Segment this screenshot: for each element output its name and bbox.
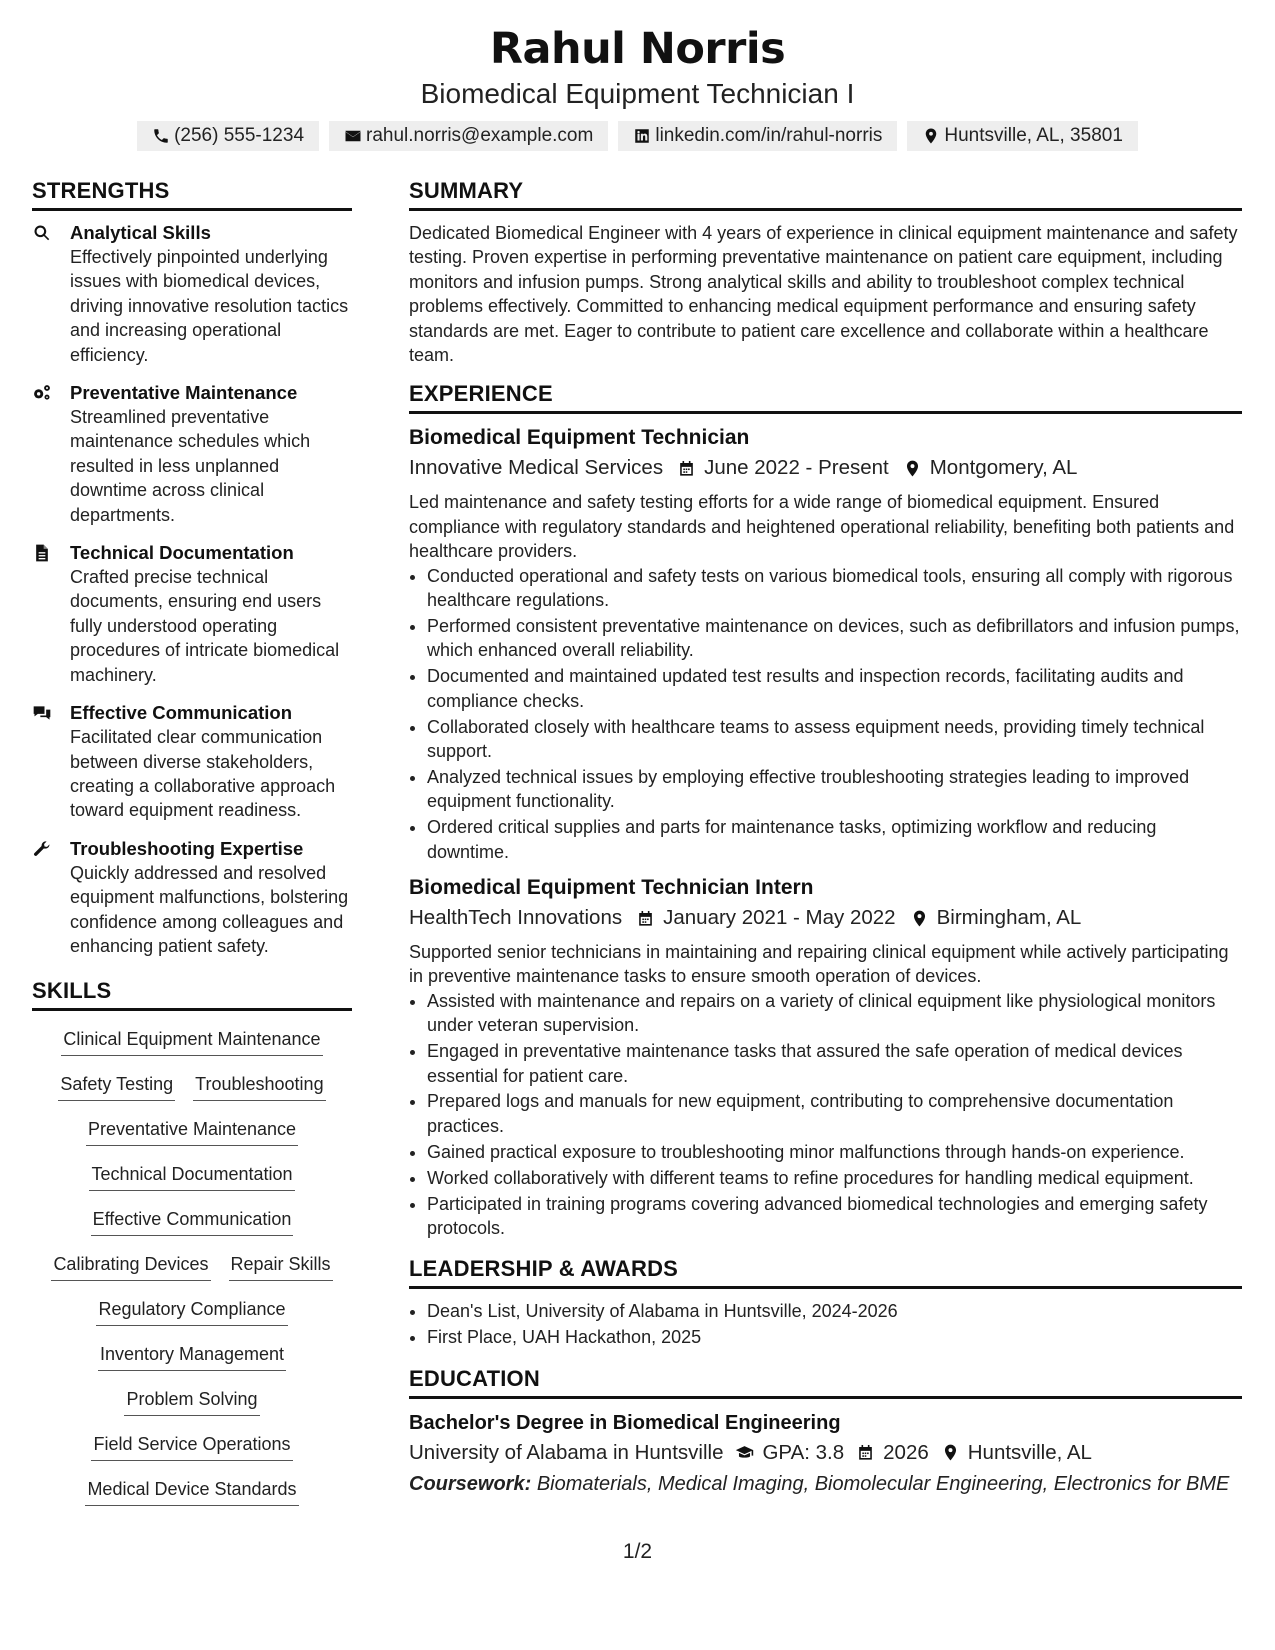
map-pin-icon [903, 459, 922, 478]
skills-list [32, 1021, 352, 1520]
envelope-icon [344, 127, 362, 145]
job-company: HealthTech Innovations [409, 906, 623, 930]
gpa: GPA: 3.8 [762, 1440, 845, 1464]
strength-description: Facilitated clear communication between diverse stakeholders, creating a collaborative approach toward equipment readiness. [70, 727, 336, 821]
calendar-icon [856, 1443, 875, 1462]
resume-header [0, 0, 1275, 151]
comments-icon [32, 703, 52, 723]
strength-description: Quickly addressed and resolved equipment malfunctions, bolstering confidence among colleagues and enhancing patient safety. [70, 862, 349, 956]
skill-tag: Field Service Operations [91, 1430, 292, 1461]
graduation-year: 2026 [883, 1440, 929, 1464]
contact-location [907, 121, 1138, 151]
job-meta [409, 452, 1242, 484]
page-number: 1/2 [622, 1540, 653, 1563]
skill-tag: Troubleshooting [193, 1070, 325, 1101]
education-heading: EDUCATION [409, 1366, 1242, 1399]
education-meta [409, 1437, 1242, 1469]
search-icon [32, 223, 52, 243]
school-location: Huntsville, AL [967, 1440, 1092, 1464]
job-dates: January 2021 - May 2022 [663, 906, 896, 930]
right-column [409, 178, 1242, 1499]
job-title: Biomedical Equipment Technician [409, 426, 750, 450]
coursework-label: Coursework: [409, 1472, 532, 1495]
list-item: • Conducted operational and safety tests on various biomedical tools, ensuring all comply with rigorous healthcare regulations. [427, 564, 1242, 613]
skill-tag: Repair Skills [229, 1250, 333, 1281]
phone-text: (256) 555-1234 [174, 125, 305, 146]
job-location: Montgomery, AL [929, 456, 1078, 480]
skill-tag: Regulatory Compliance [96, 1295, 287, 1326]
contact-email[interactable] [329, 121, 608, 151]
list-item: • Gained practical exposure to troubleshooting minor malfunctions through hands-on experience. [427, 1140, 1242, 1164]
list-item: • Collaborated closely with healthcare teams to assess equipment needs, providing timely technical support. [427, 715, 1242, 764]
candidate-name: Rahul Norris [489, 24, 786, 74]
strength-item [32, 837, 352, 959]
list-item: • Performed consistent preventative maintenance on devices, such as defibrillators and infusion pumps, which enhanced overall reliability. [427, 614, 1242, 663]
job-bullets [409, 564, 1242, 864]
linkedin-text: linkedin.com/in/rahul-norris [655, 125, 883, 146]
strength-description: Effectively pinpointed underlying issues with biomedical devices, driving innovative resolution tactics and increasing operational efficiency. [70, 247, 349, 365]
candidate-headline: Biomedical Equipment Technician I [420, 78, 855, 109]
calendar-icon [636, 909, 655, 928]
job-entry [409, 874, 1242, 1240]
coursework-list: Biomaterials, Medical Imaging, Biomolecular Engineering, Electronics for BME [536, 1472, 1230, 1495]
strengths-heading: STRENGTHS [32, 178, 352, 211]
list-item: • Analyzed technical issues by employing effective troubleshooting strategies leading to improved equipment functionality. [427, 765, 1242, 814]
list-item: • Prepared logs and manuals for new equipment, contributing to comprehensive documentation practices. [427, 1089, 1242, 1138]
list-item: • Dean's List, University of Alabama in Huntsville, 2024-2026 [427, 1299, 1242, 1323]
strength-description: Crafted precise technical documents, ensuring end users fully understood operating procedures of intricate biomedical machinery. [70, 567, 340, 685]
strengths-list [32, 221, 352, 958]
linkedin-icon [633, 127, 651, 145]
strength-item [32, 541, 352, 687]
skill-tag: Effective Communication [91, 1205, 294, 1236]
skill-tag: Clinical Equipment Maintenance [61, 1025, 322, 1056]
awards-list [409, 1299, 1242, 1349]
gears-icon [32, 383, 52, 403]
list-item: • First Place, UAH Hackathon, 2025 [427, 1325, 1242, 1349]
location-text: Huntsville, AL, 35801 [944, 125, 1123, 146]
list-item: • Engaged in preventative maintenance tasks that assured the safe operation of medical devices essential for patient care. [427, 1039, 1242, 1088]
job-meta [409, 902, 1242, 934]
list-item: • Participated in training programs covering advanced biomedical technologies and emerging safety protocols. [427, 1192, 1242, 1241]
skill-tag: Technical Documentation [89, 1160, 294, 1191]
strength-title: Troubleshooting Expertise [70, 837, 304, 859]
phone-icon [152, 127, 170, 145]
skill-tag: Problem Solving [124, 1385, 259, 1416]
skill-tag: Safety Testing [58, 1070, 175, 1101]
job-title: Biomedical Equipment Technician Intern [409, 876, 814, 900]
strength-title: Effective Communication [70, 702, 293, 724]
strength-title: Analytical Skills [70, 222, 211, 243]
skill-tag: Medical Device Standards [85, 1475, 298, 1506]
job-company: Innovative Medical Services [409, 456, 664, 480]
degree-title: Bachelor's Degree in Biomedical Engineering [409, 1411, 841, 1434]
job-entry [409, 424, 1242, 864]
strength-item [32, 221, 352, 367]
contact-linkedin[interactable] [618, 121, 897, 151]
summary-text: Dedicated Biomedical Engineer with 4 years of experience in clinical equipment maintenance and safety testing. Proven expertise in performing preventative maintenance on patient care equipment, including monitors and infusion pumps. Strong analytical skills and ability to troubleshoot complex technical problems effectively. Committed to enhancing medical equipment performance and ensuring safety standards are met. Eager to contribute to patient care excellence and collaborate within a healthcare team. [409, 223, 1238, 366]
job-location: Birmingham, AL [936, 906, 1082, 930]
strength-item [32, 701, 352, 823]
summary-heading: SUMMARY [409, 178, 1242, 211]
job-description: Led maintenance and safety testing efforts for a wide range of biomedical equipment. Ensured compliance with regulatory standards and heightened operational reliability, benefiting both patients and healthcare providers. [409, 492, 1235, 562]
skill-tag: Calibrating Devices [51, 1250, 210, 1281]
school-name: University of Alabama in Huntsville [409, 1440, 724, 1464]
map-pin-icon [910, 909, 929, 928]
map-pin-icon [941, 1443, 960, 1462]
awards-heading: LEADERSHIP & AWARDS [409, 1256, 1242, 1289]
left-column [32, 178, 352, 1520]
graduation-cap-icon [735, 1443, 754, 1462]
strength-item [32, 381, 352, 527]
contact-phone[interactable] [137, 121, 319, 151]
experience-heading: EXPERIENCE [409, 381, 1242, 414]
strength-description: Streamlined preventative maintenance schedules which resulted in less unplanned downtime across clinical departments. [70, 407, 311, 525]
wrench-icon [32, 839, 52, 859]
skill-tag: Inventory Management [98, 1340, 286, 1371]
job-description: Supported senior technicians in maintaining and repairing clinical equipment while actively participating in preventive maintenance tasks to ensure smooth operation of devices. [409, 942, 1229, 987]
job-bullets [409, 989, 1242, 1241]
job-dates: June 2022 - Present [704, 456, 889, 480]
map-pin-icon [922, 127, 940, 145]
calendar-icon [677, 459, 696, 478]
coursework [409, 1469, 1242, 1499]
strength-title: Technical Documentation [70, 542, 294, 564]
email-text: rahul.norris@example.com [366, 125, 594, 146]
document-icon [32, 543, 52, 563]
contact-bar [0, 121, 1275, 151]
list-item: • Assisted with maintenance and repairs on a variety of clinical equipment like physiological monitors under veteran supervision. [427, 989, 1242, 1038]
skills-heading: SKILLS [32, 978, 352, 1011]
strength-title: Preventative Maintenance [70, 382, 298, 404]
list-item: • Worked collaboratively with different teams to refine procedures for handling medical equipment. [427, 1166, 1242, 1190]
list-item: • Documented and maintained updated test results and inspection records, facilitating audits and compliance checks. [427, 664, 1242, 713]
skill-tag: Preventative Maintenance [86, 1115, 298, 1146]
list-item: • Ordered critical supplies and parts for maintenance tasks, optimizing workflow and reducing downtime. [427, 815, 1242, 864]
